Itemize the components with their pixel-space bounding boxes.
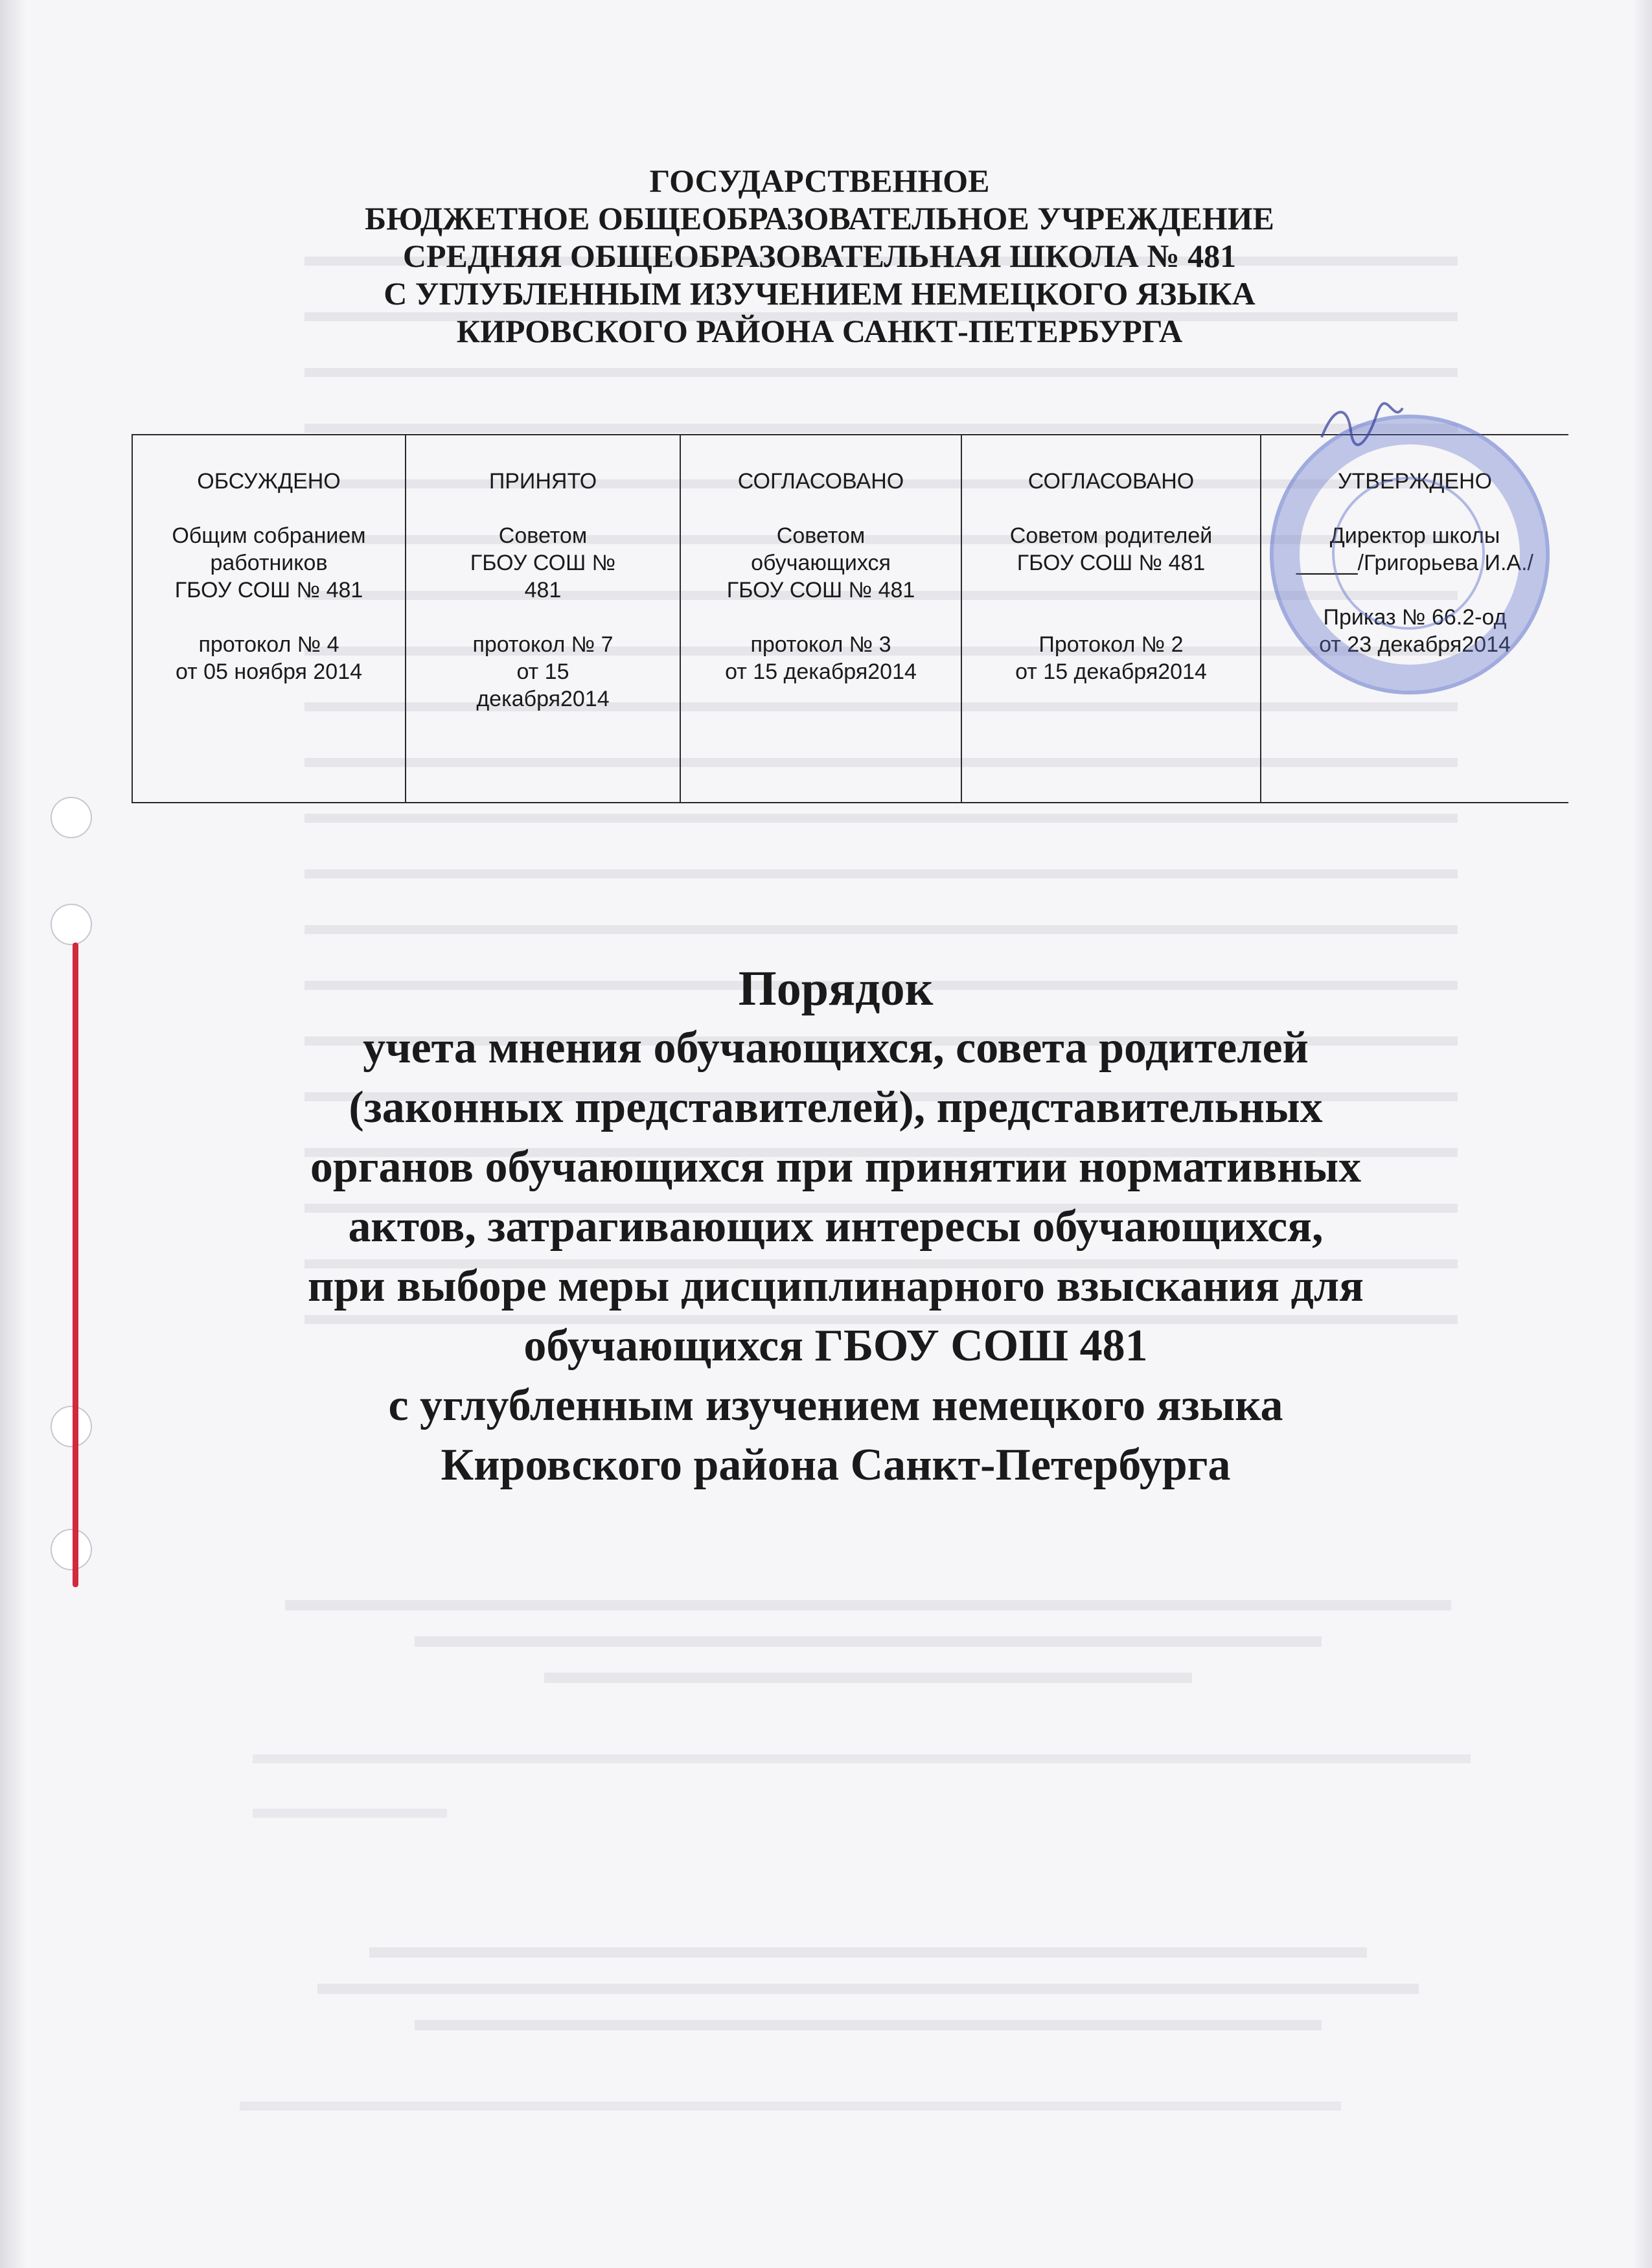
stamp-inner-ring [1332,477,1485,630]
title-line: актов, затрагивающих интересы обучающихся, [348,1202,1324,1252]
approval-cell-line: Общим собранием [172,523,366,548]
approval-cell-protocol: протокол № 4 [198,632,339,657]
approval-cell-protocol: Протокол № 2 [1038,632,1184,657]
approval-cell-protocol: от 05 ноября 2014 [175,659,363,684]
header-line: ГОСУДАРСТВЕННОЕ [649,163,990,199]
binder-hole [51,1406,92,1447]
header-line: БЮДЖЕТНОЕ ОБЩЕОБРАЗОВАТЕЛЬНОЕ УЧРЕЖДЕНИЕ [365,200,1274,236]
approval-cell-line: ГБОУ СОШ № 481 [726,578,915,602]
title-line: Кировского района Санкт-Петербурга [441,1440,1231,1490]
title-line: при выборе меры дисциплинарного взыскания для [307,1261,1364,1311]
approval-cell-title: СОГЛАСОВАНО [737,469,904,494]
approval-cell-line: 481 [524,578,562,602]
approval-cell-protocol: от 15 [516,659,569,684]
title-line: учета мнения обучающихся, совета родителей [363,1023,1309,1073]
approval-cell-line: Директор школы [1329,523,1500,548]
title-line: (законных представителей), представительных [349,1082,1323,1132]
approval-cell-agreed-parents [961,435,1261,803]
document-title [168,959,1503,1495]
title-line: с углубленным изучением немецкого языка [388,1380,1283,1430]
approval-cell-protocol: протокол № 7 [472,632,614,657]
approval-cell-protocol: протокол № 3 [750,632,891,657]
official-stamp [1270,415,1550,694]
approval-cell-title: ПРИНЯТО [488,469,597,494]
approval-cell-line: Советом [776,523,866,548]
approval-cell-title: СОГЛАСОВАНО [1027,469,1195,494]
approval-cell-discussed [132,435,406,803]
approval-cell-agreed-students [680,435,961,803]
title-line: органов обучающихся при принятии нормативных [310,1142,1362,1192]
binding-thread [73,943,78,1587]
director-signature [1315,398,1406,450]
approval-cell-protocol: от 23 декабря2014 [1319,632,1511,657]
approval-cell-title: ОБСУЖДЕНО [197,469,341,494]
header-line: СРЕДНЯЯ ОБЩЕОБРАЗОВАТЕЛЬНАЯ ШКОЛА № 481 [402,238,1237,274]
binder-hole [51,904,92,945]
page-right-edge [1633,0,1652,2268]
approval-cell-line: работников [210,551,328,575]
title-main: Порядок [738,961,934,1016]
approval-cell-line: ГБОУ СОШ № 481 [174,578,363,602]
approval-cell-line: ГБОУ СОШ № 481 [1016,551,1206,575]
binder-hole [51,797,92,838]
approval-cell-line: ГБОУ СОШ № [470,551,616,575]
approval-cell-protocol: от 15 декабря2014 [725,659,917,684]
title-line: обучающихся ГБОУ СОШ 481 [523,1321,1148,1371]
institution-header [130,162,1509,350]
approval-cell-line: _____/Григорьева И.А./ [1296,551,1533,575]
approval-cell-line: Советом [498,523,588,548]
approval-cell-title: УТВЕРЖДЕНО [1337,469,1493,494]
approval-cell-protocol: Приказ № 66.2-од [1323,605,1507,630]
page-left-edge [0,0,26,2268]
approval-cell-line: Советом родителей [1009,523,1213,548]
approval-cell-protocol: декабря2014 [476,687,610,711]
header-line: С УГЛУБЛЕННЫМ ИЗУЧЕНИЕМ НЕМЕЦКОГО ЯЗЫКА [384,275,1256,312]
header-line: КИРОВСКОГО РАЙОНА САНКТ-ПЕТЕРБУРГА [456,313,1183,349]
binder-hole [51,1529,92,1570]
approval-cell-line: обучающихся [751,551,891,575]
approval-cell-protocol: от 15 декабря2014 [1015,659,1207,684]
approval-cell-accepted [406,435,680,803]
